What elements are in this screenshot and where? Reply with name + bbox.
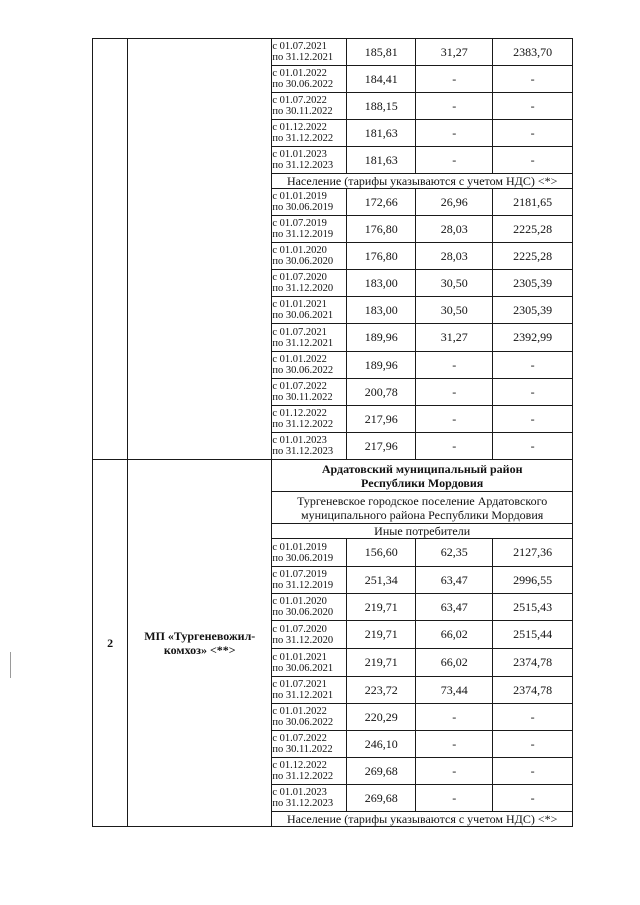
tariff-document <box>92 38 573 827</box>
period-cell <box>272 406 347 433</box>
tariff-table-body <box>93 39 573 827</box>
period-from: с 01.01.2023 <box>272 435 327 446</box>
period-from: с 01.01.2023 <box>272 787 327 798</box>
tariff-value-3: 2374,78 <box>493 649 573 677</box>
period-from: с 01.12.2022 <box>272 122 327 133</box>
tariff-value-2: - <box>416 785 493 812</box>
period-to: по 30.06.2021 <box>272 662 334 674</box>
period-from: с 01.01.2020 <box>272 245 327 256</box>
region-header-line: Республики Мордовия <box>361 475 484 490</box>
period-to: по 30.11.2022 <box>272 744 333 755</box>
period-cell <box>272 120 347 147</box>
period-from: с 01.07.2022 <box>272 733 327 744</box>
period-cell <box>272 216 347 243</box>
population-header-line: Население (тарифы указываются с учетом НДС) <*> <box>286 811 558 826</box>
tariff-value-2: 28,03 <box>416 243 493 270</box>
period-from: с 01.12.2022 <box>272 408 327 419</box>
tariff-value-1: 156,60 <box>346 539 415 567</box>
settlement-header <box>272 492 573 524</box>
organization-name-line: МП «Тургеневожил- <box>144 629 256 643</box>
tariff-value-1: 183,00 <box>346 297 415 324</box>
period-from: с 01.07.2021 <box>272 41 327 52</box>
period-to: по 31.12.2020 <box>272 283 334 294</box>
tariff-value-2: 28,03 <box>416 216 493 243</box>
period-from: с 01.01.2022 <box>272 354 327 365</box>
period-cell <box>272 66 347 93</box>
tariff-value-1: 217,96 <box>346 433 415 460</box>
settlement-header-line: Тургеневское городское поселение Ардатовского <box>297 493 548 508</box>
tariff-value-1: 188,15 <box>346 93 415 120</box>
tariff-value-3: - <box>493 731 573 758</box>
tariff-value-1: 223,72 <box>346 677 415 704</box>
settlement-header-line: муниципального района Республики Мордовия <box>301 507 544 522</box>
tariff-value-1: 246,10 <box>346 731 415 758</box>
period-cell <box>272 731 347 758</box>
period-cell <box>272 677 347 704</box>
tariff-value-1: 172,66 <box>346 189 415 216</box>
period-to: по 30.06.2019 <box>272 202 334 213</box>
period-from: с 01.07.2019 <box>272 218 327 229</box>
tariff-value-2: 30,50 <box>416 270 493 297</box>
period-from: с 01.07.2021 <box>272 326 327 338</box>
period-cell <box>272 243 347 270</box>
period-cell <box>272 433 347 460</box>
period-cell <box>272 649 347 677</box>
tariff-value-2: 31,27 <box>416 39 493 66</box>
scan-edge-mark <box>10 652 11 678</box>
tariff-value-2: 62,35 <box>416 539 493 567</box>
tariff-value-3: 2374,78 <box>493 677 573 704</box>
tariff-value-1: 181,63 <box>346 120 415 147</box>
tariff-value-1: 219,71 <box>346 649 415 677</box>
tariff-value-2: - <box>416 433 493 460</box>
period-cell <box>272 352 347 379</box>
row-number: 2 <box>93 460 128 827</box>
period-to: по 30.06.2019 <box>272 552 334 564</box>
tariff-value-2: 66,02 <box>416 649 493 677</box>
organization-name-line: комхоз» <**> <box>163 643 236 657</box>
tariff-value-1: 176,80 <box>346 243 415 270</box>
tariff-value-1: 269,68 <box>346 758 415 785</box>
period-from: с 01.01.2019 <box>272 191 327 202</box>
tariff-value-3: 2127,36 <box>493 539 573 567</box>
tariff-value-3: - <box>493 406 573 433</box>
tariff-value-3: - <box>493 66 573 93</box>
period-to: по 30.06.2021 <box>272 310 334 321</box>
tariff-value-3: - <box>493 433 573 460</box>
tariff-value-2: - <box>416 379 493 406</box>
period-from: с 01.01.2022 <box>272 68 327 79</box>
period-to: по 31.12.2020 <box>272 634 334 646</box>
region-header <box>272 460 573 492</box>
tariff-value-1: 185,81 <box>346 39 415 66</box>
period-to: по 30.11.2022 <box>272 106 333 117</box>
tariff-value-3: 2305,39 <box>493 270 573 297</box>
tariff-value-2: - <box>416 406 493 433</box>
tariff-value-3: 2225,28 <box>493 216 573 243</box>
tariff-value-2: - <box>416 66 493 93</box>
period-cell <box>272 758 347 785</box>
tariff-table <box>92 38 573 827</box>
period-from: с 01.01.2023 <box>272 149 327 160</box>
number-cell <box>93 39 128 460</box>
period-cell <box>272 704 347 731</box>
tariff-value-3: 2383,70 <box>493 39 573 66</box>
period-from: с 01.01.2020 <box>272 596 327 607</box>
tariff-value-3: 2225,28 <box>493 243 573 270</box>
period-cell <box>272 567 347 594</box>
period-to: по 31.12.2023 <box>272 798 334 809</box>
period-from: с 01.07.2022 <box>272 381 327 392</box>
region-header-line: Ардатовский муниципальный район <box>321 461 523 476</box>
tariff-value-2: 66,02 <box>416 621 493 649</box>
period-cell <box>272 621 347 649</box>
period-cell <box>272 594 347 621</box>
consumer-group-header <box>272 524 573 539</box>
tariff-value-2: - <box>416 93 493 120</box>
period-to: по 31.12.2023 <box>272 160 334 171</box>
tariff-value-1: 183,00 <box>346 270 415 297</box>
tariff-value-1: 184,41 <box>346 66 415 93</box>
period-from: с 01.01.2019 <box>272 541 327 553</box>
organization-name <box>128 460 272 827</box>
region-header-row <box>93 460 573 492</box>
tariff-value-3: - <box>493 758 573 785</box>
period-from: с 01.07.2020 <box>272 272 327 283</box>
period-from: с 01.01.2022 <box>272 706 327 717</box>
tariff-value-1: 269,68 <box>346 785 415 812</box>
period-cell <box>272 270 347 297</box>
tariff-value-1: 189,96 <box>346 352 415 379</box>
period-to: по 31.12.2022 <box>272 133 334 144</box>
tariff-value-1: 181,63 <box>346 147 415 174</box>
period-to: по 31.12.2021 <box>272 337 334 349</box>
period-to: по 30.06.2022 <box>272 365 334 376</box>
tariff-value-3: - <box>493 147 573 174</box>
tariff-value-1: 219,71 <box>346 621 415 649</box>
period-to: по 31.12.2022 <box>272 771 334 782</box>
period-cell <box>272 785 347 812</box>
period-cell <box>272 297 347 324</box>
tariff-value-3: 2515,43 <box>493 594 573 621</box>
period-to: по 31.12.2021 <box>272 690 334 701</box>
tariff-value-3: - <box>493 704 573 731</box>
tariff-value-2: 73,44 <box>416 677 493 704</box>
tariff-value-3: 2305,39 <box>493 297 573 324</box>
tariff-value-3: - <box>493 785 573 812</box>
period-cell <box>272 93 347 120</box>
population-header <box>272 174 573 189</box>
tariff-value-2: - <box>416 704 493 731</box>
period-from: с 01.01.2021 <box>272 299 327 310</box>
period-to: по 31.12.2022 <box>272 419 334 430</box>
period-to: по 30.06.2022 <box>272 79 334 90</box>
period-to: по 31.12.2023 <box>272 446 334 457</box>
tariff-value-3: 2515,44 <box>493 621 573 649</box>
period-from: с 01.07.2020 <box>272 623 327 635</box>
tariff-value-1: 220,29 <box>346 704 415 731</box>
organization-cell <box>128 39 272 460</box>
period-to: по 30.06.2020 <box>272 256 334 267</box>
period-to: по 30.11.2022 <box>272 392 333 403</box>
tariff-value-2: - <box>416 147 493 174</box>
tariff-value-2: 31,27 <box>416 324 493 352</box>
tariff-value-2: - <box>416 758 493 785</box>
period-from: с 01.12.2022 <box>272 760 327 771</box>
tariff-value-3: - <box>493 379 573 406</box>
period-from: с 01.07.2021 <box>272 679 327 690</box>
tariff-value-3: - <box>493 352 573 379</box>
tariff-value-2: 26,96 <box>416 189 493 216</box>
tariff-value-2: 63,47 <box>416 567 493 594</box>
period-to: по 31.12.2021 <box>272 52 334 63</box>
period-cell <box>272 324 347 352</box>
tariff-value-2: - <box>416 120 493 147</box>
tariff-value-3: - <box>493 120 573 147</box>
period-to: по 30.06.2022 <box>272 717 334 728</box>
population-header-line: Население (тарифы указываются с учетом НДС) <*> <box>286 173 558 188</box>
tariff-value-1: 217,96 <box>346 406 415 433</box>
tariff-value-2: 63,47 <box>416 594 493 621</box>
period-to: по 31.12.2019 <box>272 229 334 240</box>
period-from: с 01.01.2021 <box>272 651 327 663</box>
period-to: по 30.06.2020 <box>272 607 334 618</box>
period-cell <box>272 147 347 174</box>
period-cell <box>272 39 347 66</box>
tariff-value-1: 200,78 <box>346 379 415 406</box>
period-cell <box>272 379 347 406</box>
population-header <box>272 812 573 827</box>
table-row <box>93 39 573 66</box>
tariff-value-3: - <box>493 93 573 120</box>
tariff-value-3: 2392,99 <box>493 324 573 352</box>
period-cell <box>272 189 347 216</box>
tariff-value-1: 219,71 <box>346 594 415 621</box>
tariff-value-1: 189,96 <box>346 324 415 352</box>
tariff-value-1: 251,34 <box>346 567 415 594</box>
tariff-value-3: 2996,55 <box>493 567 573 594</box>
period-from: с 01.07.2022 <box>272 95 327 106</box>
period-cell <box>272 539 347 567</box>
tariff-value-1: 176,80 <box>346 216 415 243</box>
period-from: с 01.07.2019 <box>272 569 327 580</box>
tariff-value-2: 30,50 <box>416 297 493 324</box>
tariff-value-3: 2181,65 <box>493 189 573 216</box>
consumer-group-header-line: Иные потребители <box>374 523 471 538</box>
tariff-value-2: - <box>416 731 493 758</box>
period-to: по 31.12.2019 <box>272 580 334 591</box>
tariff-value-2: - <box>416 352 493 379</box>
